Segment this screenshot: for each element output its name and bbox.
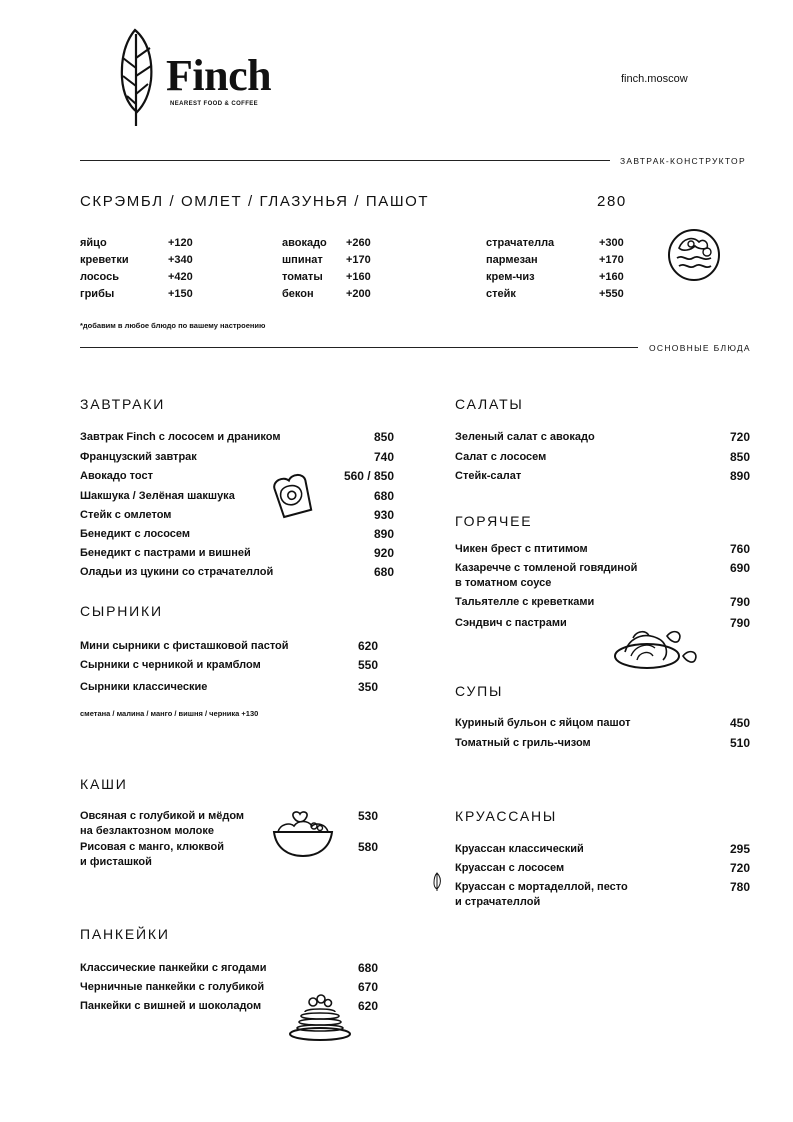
syrniki-item-price: 550: [357, 658, 378, 672]
soups-item-name: Томатный с гриль-чизом: [455, 737, 591, 749]
builder-option-price: +340: [168, 254, 193, 266]
syrniki-toppings-note: сметана / малина / манго / вишня / черника +130: [80, 709, 259, 718]
breakfasts-item-name: Шакшука / Зелёная шакшука: [80, 490, 235, 502]
croissants-item-name: Круассан с мортаделлой, песто: [455, 881, 628, 893]
breakfasts-item-price: 680: [373, 565, 394, 579]
section-label-main: ОСНОВНЫЕ БЛЮДА: [649, 343, 751, 353]
pancake-stack-icon: [287, 990, 353, 1042]
section-title-breakfasts: ЗАВТРАКИ: [80, 396, 166, 412]
breakfasts-item-price: 850: [373, 430, 394, 444]
builder-title: СКРЭМБЛ / ОМЛЕТ / ГЛАЗУНЬЯ / ПАШОТ: [80, 193, 430, 210]
breakfasts-item-name: Французский завтрак: [80, 451, 197, 463]
brand-name: Finch: [166, 51, 272, 100]
salads-item-name: Салат с лососем: [455, 451, 547, 463]
hot-item-name: Чикен брест с птитимом: [455, 543, 588, 555]
section-title-croissants: КРУАССАНЫ: [455, 808, 558, 824]
syrniki-item-name: Сырники классические: [80, 681, 208, 693]
builder-option-price: +260: [346, 237, 371, 249]
builder-option-name: лосось: [80, 271, 119, 283]
builder-option-price: +160: [599, 271, 624, 283]
section-title-salads: САЛАТЫ: [455, 396, 524, 412]
builder-option-price: +420: [168, 271, 193, 283]
feather-logo-icon: [117, 28, 157, 128]
pancakes-item-name: Черничные панкейки с голубикой: [80, 981, 265, 993]
breakfasts-item-name: Бенедикт с лососем: [80, 528, 190, 540]
plate-eggs-bacon-icon: [667, 228, 721, 282]
salads-item-price: 890: [729, 469, 750, 483]
breakfasts-item-name: Бенедикт с пастрами и вишней: [80, 547, 251, 559]
section-title-kashi: КАШИ: [80, 776, 128, 792]
soups-item-name: Куриный бульон с яйцом пашот: [455, 717, 631, 729]
toast-egg-icon: [267, 470, 319, 522]
porridge-bowl-icon: [270, 808, 336, 860]
builder-option-name: грибы: [80, 288, 115, 300]
pancakes-item-name: Классические панкейки с ягодами: [80, 962, 267, 974]
salads-item-name: Зеленый салат с авокадо: [455, 431, 595, 443]
breakfasts-item-name: Авокадо тост: [80, 470, 153, 482]
hot-item-name: Казаречче с томленой говядиной: [455, 562, 638, 574]
breakfasts-item-name: Оладьи из цукини со страчателлой: [80, 566, 274, 578]
syrniki-item-price: 350: [357, 680, 378, 694]
croissants-item-name: Круассан классический: [455, 843, 584, 855]
soups-item-price: 510: [729, 736, 750, 750]
syrniki-item-price: 620: [357, 639, 378, 653]
hot-item-price: 690: [729, 561, 750, 575]
builder-option-name: крем-чиз: [486, 271, 535, 283]
croissants-item-price: 295: [729, 842, 750, 856]
pancakes-item-price: 680: [357, 961, 378, 975]
kashi-item-price: 580: [357, 840, 378, 854]
builder-option-price: +170: [599, 254, 624, 266]
salads-item-name: Стейк-салат: [455, 470, 522, 482]
breakfasts-item-price: 920: [373, 546, 394, 560]
builder-option-name: креветки: [80, 254, 129, 266]
croissants-item-price: 780: [729, 880, 750, 894]
section-title-pancakes: ПАНКЕЙКИ: [80, 926, 170, 942]
section-title-syrniki: СЫРНИКИ: [80, 603, 163, 619]
builder-note: *добавим в любое блюдо по вашему настроению: [80, 321, 266, 330]
hot-item-price: 760: [729, 542, 750, 556]
breakfasts-item-name: Стейк с омлетом: [80, 509, 172, 521]
croissants-item-price: 720: [729, 861, 750, 875]
builder-price: 280: [597, 193, 627, 210]
breakfasts-item-price: 680: [373, 489, 394, 503]
builder-option-name: бекон: [282, 288, 314, 300]
builder-option-name: пармезан: [486, 254, 538, 266]
hot-item-name: Сэндвич с пастрами: [455, 617, 567, 629]
kashi-item-name-cont: и фисташкой: [80, 856, 152, 868]
builder-option-price: +120: [168, 237, 193, 249]
breakfasts-item-price: 560 / 850: [343, 469, 394, 483]
soups-item-price: 450: [729, 716, 750, 730]
feather-small-icon: [432, 872, 442, 892]
syrniki-item-name: Мини сырники с фисташковой пастой: [80, 640, 289, 652]
kashi-item-name: Овсяная с голубикой и мёдом: [80, 810, 245, 822]
kashi-item-name-cont: на безлактозном молоке: [80, 825, 214, 837]
section-title-hot: ГОРЯЧЕЕ: [455, 513, 533, 529]
salads-item-price: 720: [729, 430, 750, 444]
syrniki-item-name: Сырники с черникой и крамблом: [80, 659, 261, 671]
builder-option-name: шпинат: [282, 254, 323, 266]
pancakes-item-price: 620: [357, 999, 378, 1013]
hot-item-name: Тальятелле с креветками: [455, 596, 595, 608]
breakfasts-item-price: 890: [373, 527, 394, 541]
pancakes-item-name: Панкейки с вишней и шоколадом: [80, 1000, 262, 1012]
builder-option-price: +150: [168, 288, 193, 300]
builder-option-name: страчателла: [486, 237, 555, 249]
kashi-item-name: Рисовая с манго, клюквой: [80, 841, 224, 853]
hot-item-name-cont: в томатном соусе: [455, 577, 552, 589]
builder-option-name: авокадо: [282, 237, 327, 249]
pasta-plate-icon: [613, 626, 703, 672]
builder-option-name: стейк: [486, 288, 516, 300]
breakfasts-item-name: Завтрак Finch с лососем и драником: [80, 431, 281, 443]
section-label-builder: ЗАВТРАК-КОНСТРУКТОР: [620, 156, 746, 166]
builder-option-price: +200: [346, 288, 371, 300]
builder-option-price: +550: [599, 288, 624, 300]
pancakes-item-price: 670: [357, 980, 378, 994]
croissants-item-name-cont: и страчателлой: [455, 896, 541, 908]
divider-line: [80, 160, 610, 161]
croissants-item-name: Круассан с лососем: [455, 862, 565, 874]
brand-tagline: NEAREST FOOD & COFFEE: [170, 101, 259, 107]
hot-item-price: 790: [729, 616, 750, 630]
hot-item-price: 790: [729, 595, 750, 609]
section-title-soups: СУПЫ: [455, 683, 504, 699]
breakfasts-item-price: 930: [373, 508, 394, 522]
builder-option-name: яйцо: [80, 237, 107, 249]
builder-option-name: томаты: [282, 271, 323, 283]
builder-option-price: +170: [346, 254, 371, 266]
kashi-item-price: 530: [357, 809, 378, 823]
breakfasts-item-price: 740: [373, 450, 394, 464]
salads-item-price: 850: [729, 450, 750, 464]
divider-line: [80, 347, 638, 348]
builder-option-price: +160: [346, 271, 371, 283]
builder-option-price: +300: [599, 237, 624, 249]
website-link[interactable]: finch.moscow: [621, 73, 688, 85]
